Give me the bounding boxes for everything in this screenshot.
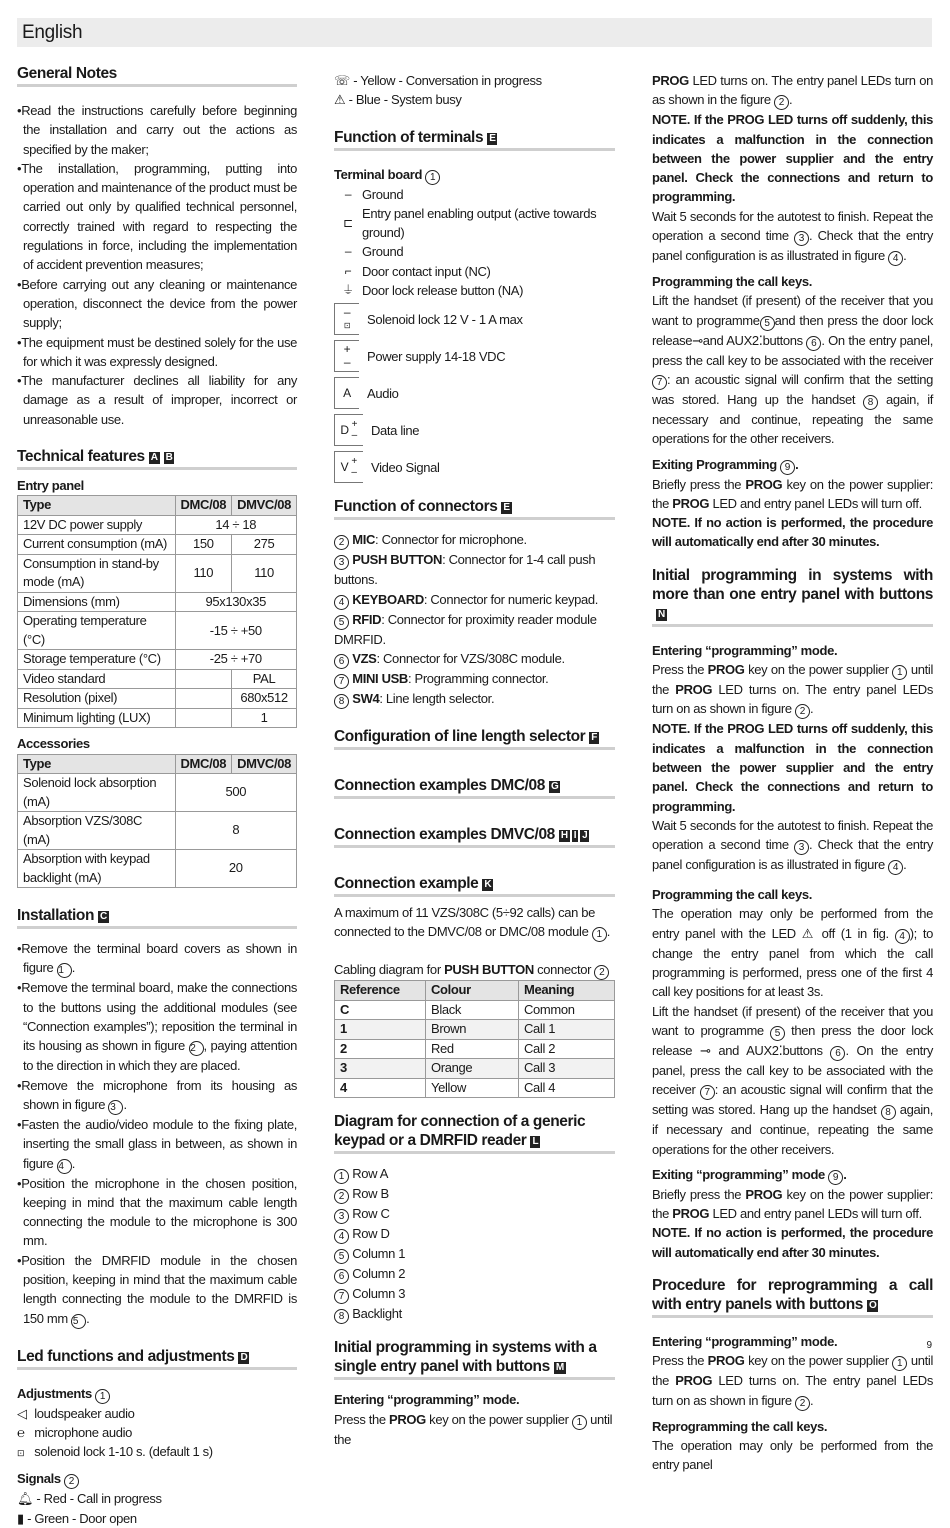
list-item: •Remove the terminal board, make the connections to the buttons using the additional modules (see “Connection examples”); reposition the terminal in its housing as shown in figure 2 , paying attention to the direction in which they are placed.	[17, 980, 298, 1074]
connection-dmc-heading: Connection examples DMC/08 G	[334, 776, 615, 799]
list-item: 6 Column 2	[334, 1264, 615, 1284]
aux2-icon: ⁚	[758, 332, 763, 348]
conversation-icon: ☏	[334, 73, 350, 88]
table-row: Solenoid lock absorption (mA) 500	[18, 774, 297, 812]
connectors-list	[334, 530, 615, 709]
terminal-item: ⏚ Door lock release button (NA)	[334, 281, 615, 300]
paragraph: Lift the handset (if present) of the receiver that you want to programme 5 and then press the door lock release⊸and AUX2⁚buttons 6 . On the entry panel, press the call key to be associated with the receiver 7 : an acoustic signal will confirm that the setting was stored. Hang up the handset 8 again, if necessary and continue, repeating the same operations for the other receivers.	[652, 293, 933, 447]
general-notes-heading: General Notes	[17, 64, 297, 87]
language-label: English	[22, 22, 83, 43]
list-item: •Position the microphone in the chosen position, keeping in mind that the maximum cable length connecting the module to the microphone is 300 mm.	[17, 1175, 297, 1249]
key-icon: ⊸	[692, 332, 703, 348]
list-item: 5 Column 1	[334, 1244, 615, 1264]
signal-item: 🔔︎ - Red - Call in progress	[17, 1491, 162, 1507]
initial-single-heading: Initial programming in systems with a single entry panel with buttons M	[334, 1338, 615, 1380]
entry-panel-table: Type DMC/08 DMVC/08 12V DC power supply 14 ÷ 18 Current consumption (mA) 150 275 Consumption in stand-by mode (mA) 110 110 Dimensions (mm) 95x130x35 Operating temperature (°C) -15 ÷ +50 Storage temperature (°C) -25 ÷ +70 Video standard PAL Resolution (pixel) 680x512 Minimum lighting (LUX) 1	[17, 495, 297, 728]
list-item: 7 MINI USB: Programming connector.	[334, 669, 615, 689]
config-line-heading: Configuration of line length selector F	[334, 727, 615, 750]
ground-icon: –	[344, 244, 352, 259]
paragraph: Press the PROG key on the power supplier 1 until the	[334, 1411, 613, 1447]
speaker-icon: ◁	[17, 1405, 27, 1421]
system-busy-icon: ⚠	[801, 925, 816, 941]
terminal-item: – ⊡ Solenoid lock 12 V - 1 A max	[334, 303, 615, 335]
key-icon: ⊸	[700, 1042, 711, 1058]
audio-terminal-box: A	[334, 377, 359, 409]
page-number: 9	[926, 1340, 932, 1351]
adjustment-item: ℮ microphone audio	[17, 1423, 297, 1442]
list-item: 8 SW4: Line length selector.	[334, 689, 615, 709]
ground-icon: –	[344, 186, 352, 201]
installation-heading: Installation C	[17, 906, 297, 929]
paragraph: The operation may only be performed from the entry panel	[652, 1437, 933, 1473]
door-contact-icon: ⌐	[344, 263, 352, 278]
list-item: 4 KEYBOARD: Connector for numeric keypad.	[334, 590, 615, 610]
list-item: •Before carrying out any cleaning or maintenance operation, disconnect the device from the power supply;	[17, 276, 297, 331]
accessories-table: Type DMC/08 DMVC/08 Solenoid lock absorption (mA) 500 Absorption VZS/308C (mA) 8 Absorption with keypad backlight (mA) 20	[17, 754, 297, 889]
function-terminals-heading: Function of terminals E	[334, 128, 615, 151]
list-item: •The installation, programming, putting into operation and maintenance of the product must be carried out only by qualified technical personnel, correctly trained with regard to respecting the regulations in force, including the implementation of accident prevention measures;	[17, 160, 297, 273]
list-item: 4 Row D	[334, 1224, 615, 1244]
paragraph: The operation may only be performed from the entry panel with the LED ⚠ off (1 in fig. 4 ); to change the entry panel from which the call programming is performed, press one of the first 4 call key positions for at least 3s.	[652, 906, 933, 1000]
initial-multi-heading: Initial programming in systems with more than one entry panel with buttonsN	[652, 566, 933, 627]
column-1	[17, 64, 297, 1528]
list-item: •Fasten the audio/video module to the fixing plate, inserting the small glass in between, as shown in figure 4 .	[17, 1116, 297, 1172]
entering-programming-subheading: Entering “programming” mode.	[652, 1333, 838, 1349]
paragraph: Press the PROG key on the power supplier 1 until the PROG LED turns on. The entry panel LEDs turn on as shown in figure 2 .	[652, 662, 933, 718]
aux2-icon: ⁚	[778, 1042, 783, 1058]
lock-release-icon: ⏚	[342, 283, 354, 298]
terminal-item: – Ground	[334, 185, 615, 204]
terminal-item: A Audio	[334, 377, 615, 409]
table-row: 1 Brown Call 1	[335, 1020, 615, 1040]
list-item: 8 Backlight	[334, 1304, 615, 1324]
table-row: Absorption with keypad backlight (mA) 20	[18, 850, 297, 888]
paragraph: PROG LED turns on. The entry panel LEDs turn on as shown in the figure 2 .	[652, 73, 933, 109]
table-row: Consumption in stand-by mode (mA) 110 110	[18, 554, 297, 592]
paragraph: Wait 5 seconds for the autotest to finish. Repeat the operation a second time 3 . Check that the entry panel configuration is as illustrated in figure 4 .	[652, 208, 933, 265]
note-paragraph: NOTE. If the PROG LED turns off suddenly, this indicates a malfunction in the connection between the power supplier and the entry panel. Check the connections and return to programming.	[652, 721, 933, 814]
table-row: Resolution (pixel) 680x512	[18, 689, 297, 709]
list-item: 3 PUSH BUTTON: Connector for 1-4 call push buttons.	[334, 552, 596, 588]
adjustments-subheading: Adjustments 1	[17, 1384, 297, 1404]
paragraph: Press the PROG key on the power supplier 1 until the PROG LED turns on. The entry panel LEDs turn on as shown in figure 2 .	[652, 1353, 933, 1409]
table-row: 4 Yellow Call 4	[335, 1078, 615, 1098]
data-terminal-box: D + –	[334, 414, 363, 446]
entry-panel-subheading: Entry panel	[17, 478, 84, 494]
video-terminal-box: V + –	[334, 451, 363, 483]
enabling-output-icon: ⊏	[343, 215, 353, 230]
signals-subheading: Signals 2	[17, 1469, 297, 1489]
note-paragraph: NOTE. If the PROG LED turns off suddenly, this indicates a malfunction in the connection between the power supplier and the entry panel. Check the connections and return to programming.	[652, 112, 933, 205]
bell-icon: 🔔︎	[17, 1491, 34, 1507]
technical-features-heading: Technical features A B	[17, 447, 297, 470]
language-header	[17, 18, 932, 47]
accessories-subheading: Accessories	[17, 736, 90, 752]
terminal-board-subheading: Terminal board 1	[334, 165, 615, 185]
microphone-icon: ℮	[17, 1424, 25, 1440]
list-item: •Remove the microphone from its housing as shown in figure 3 .	[17, 1077, 297, 1113]
paragraph: Lift the handset (if present) of the receiver that you want to programme 5 then press the door lock release ⊸ and AUX2⁚buttons 6 . On the entry panel, press the call key to be associated with the receiver 7 : an acoustic signal will confirm that the setting was stored. Hang up the handset 8 again, if necessary and continue, repeating the same operations for the other receivers.	[652, 1003, 934, 1157]
signal-item: ▮ - Green - Door open	[17, 1510, 137, 1526]
list-item: 3 Row C	[334, 1204, 615, 1224]
note-paragraph: NOTE. If no action is performed, the procedure will automatically end after 30 minutes.	[652, 515, 933, 550]
adjustment-item: ◁ loudspeaker audio	[17, 1404, 297, 1423]
table-row: 2 Red Call 2	[335, 1039, 615, 1059]
terminal-item: ⌐ Door contact input (NC)	[334, 262, 615, 281]
table-row: Storage temperature (°C) -25 ÷ +70	[18, 650, 297, 670]
table-row: Minimum lighting (LUX) 1	[18, 708, 297, 728]
paragraph: Wait 5 seconds for the autotest to finish. Repeat the operation a second time 3 . Check that the entry panel configuration is as illustrated in figure 4 .	[652, 817, 933, 874]
system-busy-icon: ⚠	[334, 92, 346, 108]
note-paragraph: NOTE. If no action is performed, the procedure will automatically end after 30 minutes.	[652, 1225, 933, 1260]
cabling-caption: Cabling diagram for PUSH BUTTON connector 2	[334, 960, 615, 980]
list-item: •The manufacturer declines all liability for any damage as a result of improper, incorrect or unreasonable use.	[17, 373, 297, 427]
column-2	[334, 71, 615, 1449]
list-item: 7 Column 3	[334, 1284, 615, 1304]
entering-programming-subheading: Entering “programming” mode.	[334, 1392, 520, 1408]
paragraph: Briefly press the PROG key on the power supplier: the PROG LED and entry panel LEDs will turn off.	[652, 1186, 934, 1222]
list-item: 2 MIC: Connector for microphone.	[334, 530, 615, 550]
cabling-table: Reference Colour Meaning C Black Common 1 Brown Call 1 2 Red Call 2 3 Orange Call 3 4 Yellow Call 4	[334, 980, 615, 1098]
reprogramming-heading: Procedure for reprogramming a call with entry panels with buttons O	[652, 1276, 933, 1318]
installation-list	[17, 939, 297, 1328]
table-row: Operating temperature (°C) -15 ÷ +50	[18, 612, 297, 650]
list-item: 1 Row A	[334, 1164, 615, 1184]
adjustment-item: ⊡ solenoid lock 1-10 s. (default 1 s)	[17, 1442, 297, 1463]
exiting-programming-subheading: Exiting Programming 9 .	[652, 456, 799, 473]
entering-programming-subheading: Entering “programming” mode.	[652, 642, 838, 658]
column-3	[652, 71, 933, 1474]
table-row: Absorption VZS/308C (mA) 8	[18, 812, 297, 850]
reprogramming-call-keys-subheading: Reprogramming the call keys.	[652, 1418, 828, 1434]
paragraph: Briefly press the PROG key on the power supplier: the PROG LED and entry panel LEDs will turn off.	[652, 476, 934, 511]
terminal-item: V + – Video Signal	[334, 451, 615, 483]
general-notes-list	[17, 101, 297, 429]
terminal-item: D + – Data line	[334, 414, 615, 446]
list-item: •Remove the terminal board covers as shown in figure 1 .	[17, 941, 297, 977]
door-icon: ▮	[17, 1510, 24, 1526]
connection-example-heading: Connection example K	[334, 874, 615, 897]
terminal-item: + – Power supply 14-18 VDC	[334, 340, 615, 372]
terminal-item: – Ground	[334, 242, 615, 261]
table-row: 12V DC power supply 14 ÷ 18	[18, 515, 297, 535]
table-row: 3 Orange Call 3	[335, 1059, 615, 1079]
led-functions-heading: Led functions and adjustments D	[17, 1347, 297, 1370]
programming-call-keys-subheading: Programming the call keys.	[652, 887, 812, 903]
solenoid-lock-icon: ⊡	[17, 1448, 25, 1459]
table-row: C Black Common	[335, 1000, 615, 1020]
table-row: Current consumption (mA) 150 275	[18, 535, 297, 555]
exiting-programming-subheading: Exiting “programming” mode 9 .	[652, 1166, 847, 1183]
power-terminal-box: + –	[334, 340, 359, 372]
programming-call-keys-subheading: Programming the call keys.	[652, 274, 812, 290]
list-item: •Position the DMRFID module in the chosen position, keeping in mind that the maximum cable length connecting the module to the DMRFID is 150 mm 5 .	[17, 1252, 297, 1327]
list-item: 6 VZS: Connector for VZS/308C module.	[334, 649, 615, 669]
list-item: •Read the instructions carefully before beginning the installation and carry out the actions as specified by the maker;	[17, 103, 297, 157]
connection-example-text: A maximum of 11 VZS/308C (5÷92 calls) can be connected to the DMVC/08 or DMC/08 module 1 .	[334, 904, 610, 941]
signal-item: ⚠ - Blue - System busy	[334, 92, 462, 108]
keypad-diagram-heading: Diagram for connection of a generic keypad or a DMRFID reader L	[334, 1112, 615, 1154]
signal-item: ☏ - Yellow - Conversation in progress	[334, 73, 542, 88]
function-connectors-heading: Function of connectors E	[334, 497, 615, 520]
terminal-item: ⊏ Entry panel enabling output (active towards ground)	[334, 204, 615, 243]
list-item: 5 RFID: Connector for proximity reader module DMRFID.	[334, 611, 597, 647]
keypad-list	[334, 1164, 615, 1324]
list-item: •The equipment must be destined solely for the use for which it was expressly designed.	[17, 334, 297, 369]
connection-dmvc-heading: Connection examples DMVC/08 H I J	[334, 825, 615, 848]
table-row: Dimensions (mm) 95x130x35	[18, 592, 297, 612]
list-item: 2 Row B	[334, 1184, 615, 1204]
table-row: Video standard PAL	[18, 669, 297, 689]
solenoid-terminal-box: – ⊡	[334, 303, 359, 335]
